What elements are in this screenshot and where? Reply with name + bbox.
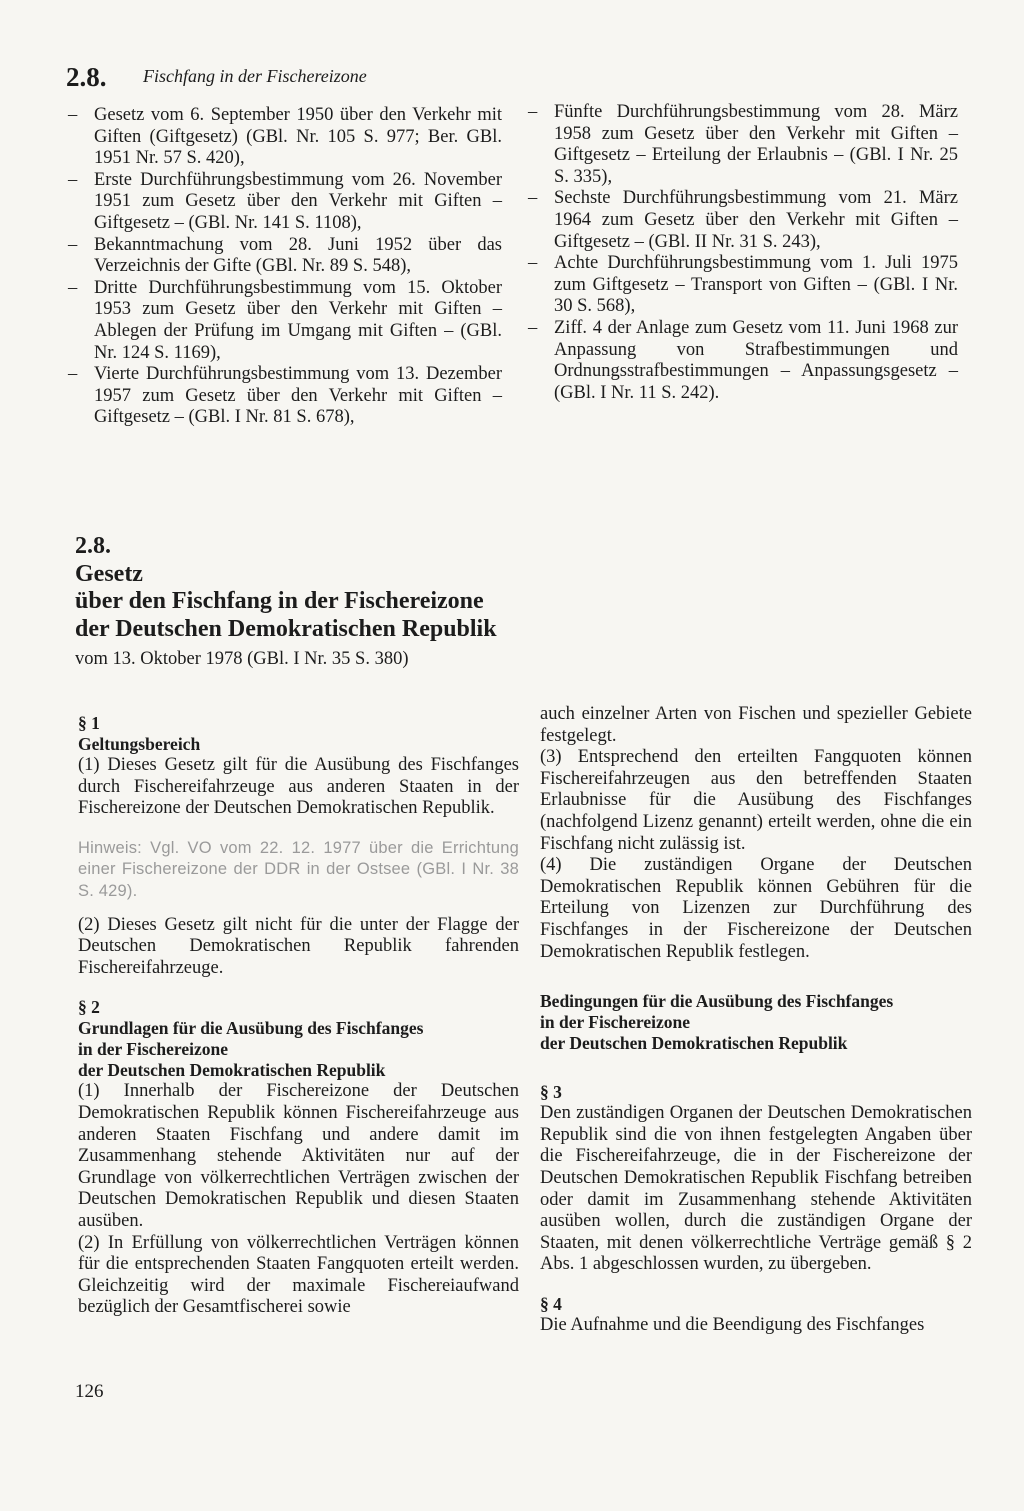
reference-item — [66, 364, 502, 429]
reference-text: Ziff. 4 der Anlage zum Gesetz vom 11. Juni 1968 zur Anpassung von Strafbestimmungen und Ordnungsstrafbestimmungen – Anpassungsgesetz – (GBl. I Nr. 11 S. 242). — [554, 317, 958, 403]
reference-text: Gesetz vom 6. September 1950 über den Verkehr mit Giften (Giftgesetz) (GBl. Nr. 105 S. 977; Ber. GBl. 1951 Nr. 57 S. 420), — [94, 105, 502, 169]
references-left-column — [66, 105, 502, 429]
section-2-paragraph-1: (1) Innerhalb der Fischereizone der Deutschen Demokratischen Republik können Fischereifahrzeuge aus anderen Staaten Fischfang und andere damit im Zusammenhang stehende Aktivitäten nur auf der Grundlage von völkerrechtlichen Verträgen zwischen der Deutschen Demokratischen Republik und diesen Staaten ausüben. — [78, 1081, 519, 1231]
law-title-line: über den Fischfang in der Fischereizone — [75, 588, 484, 614]
body-right-column — [540, 704, 972, 1336]
reference-item — [66, 105, 502, 170]
dash-bullet: – — [528, 188, 538, 209]
law-title — [75, 533, 535, 643]
reference-text: Dritte Durchführungsbestimmung vom 15. Oktober 1953 zum Gesetz über den Verkehr mit Giften – Ablegen der Prüfung im Umgang mit Giften – (GBl. Nr. 124 S. 1169), — [94, 277, 502, 363]
reference-text: Bekanntmachung vom 28. Juni 1952 über das Verzeichnis der Gifte (GBl. Nr. 89 S. 548), — [94, 234, 502, 277]
dash-bullet: – — [68, 364, 78, 385]
section-2-sign: § 2 — [78, 997, 100, 1018]
dash-bullet: – — [528, 102, 538, 122]
reference-item — [66, 278, 502, 364]
reference-text: Fünfte Durchführungsbestimmung vom 28. März 1958 zum Gesetz über den Verkehr mit Giften – Giftgesetz – Erteilung der Erlaubnis – (GBl. I Nr. 25 S. 335), — [554, 102, 958, 187]
dash-bullet: – — [68, 277, 78, 298]
section-1-paragraph-2: (2) Dieses Gesetz gilt nicht für die unter der Flagge der Deutschen Demokratischen Republik fahrenden Fischereifahrzeuge. — [78, 914, 519, 978]
section-3-sign: § 3 — [540, 1082, 562, 1103]
conditions-heading: der Deutschen Demokratischen Republik — [540, 1033, 848, 1054]
law-date: vom 13. Oktober 1978 (GBl. I Nr. 35 S. 380) — [75, 649, 409, 669]
reference-item — [66, 170, 502, 235]
section-2-paragraph-2-continued: auch einzelner Arten von Fischen und spezieller Gebiete festgelegt. — [540, 704, 972, 746]
reference-text: Vierte Durchführungsbestimmung vom 13. Dezember 1957 zum Gesetz über den Verkehr mit Giften – Giftgesetz – (GBl. I Nr. 81 S. 678), — [94, 364, 502, 428]
reference-text: Achte Durchführungsbestimmung vom 1. Juli 1975 zum Giftgesetz – Transport von Giften – (GBl. I Nr. 30 S. 568), — [554, 253, 958, 317]
section-1-heading: Geltungsbereich — [78, 734, 201, 754]
reference-item — [526, 102, 958, 188]
reference-item — [526, 253, 958, 318]
law-title-line: Gesetz — [75, 560, 143, 587]
reference-item — [526, 318, 958, 404]
references-right-column — [526, 102, 958, 404]
reference-item — [66, 235, 502, 278]
section-1-sign: § 1 — [78, 713, 100, 733]
section-2-paragraph-4: (4) Die zuständigen Organe der Deutschen Demokratischen Republik können Gebühren für die Erteilung von Lizenzen zur Durchführung des Fischfanges in der Fischereizone der Deutschen Demokratischen Republik festlegen. — [540, 855, 972, 962]
section-2-heading: Grundlagen für die Ausübung des Fischfanges — [78, 1018, 424, 1039]
section-2-heading: in der Fischereizone — [78, 1039, 229, 1060]
reference-text: Sechste Durchführungsbestimmung vom 21. März 1964 zum Gesetz über den Verkehr mit Giften – Giftgesetz – (GBl. II Nr. 31 S. 243), — [554, 188, 958, 252]
body-left-column — [78, 713, 519, 1319]
section-1-hint: Hinweis: Vgl. VO vom 22. 12. 1977 über die Errichtung einer Fischereizone der DDR in der Ostsee (GBl. I Nr. 38 S. 429). — [78, 838, 519, 900]
section-4-text: Die Aufnahme und die Beendigung des Fischfanges — [540, 1314, 925, 1335]
dash-bullet: – — [528, 253, 538, 274]
reference-item — [526, 188, 958, 253]
law-title-line: der Deutschen Demokratischen Republik — [75, 615, 497, 642]
section-1-paragraph-1: (1) Dieses Gesetz gilt für die Ausübung des Fischfanges durch Fischereifahrzeuge aus anderen Staaten in der Fischereizone der Deutschen Demokratischen Republik. — [78, 755, 519, 819]
conditions-heading: in der Fischereizone — [540, 1012, 691, 1033]
page-number: 126 — [75, 1381, 104, 1402]
section-2-paragraph-2: (2) In Erfüllung von völkerrechtlichen Verträgen können für die entsprechenden Staaten Fangquoten erteilt werden. Gleichzeitig wird der maximale Fischereiaufwand bezüglich der Gesamtfischerei sowie — [78, 1232, 519, 1318]
running-header-number: 2.8. — [66, 62, 107, 92]
conditions-heading: Bedingungen für die Ausübung des Fischfanges — [540, 991, 894, 1012]
running-header-title: Fischfang in der Fischereizone — [143, 66, 367, 86]
section-2-heading: der Deutschen Demokratischen Republik — [78, 1060, 386, 1081]
reference-text: Erste Durchführungsbestimmung vom 26. November 1951 zum Gesetz über den Verkehr mit Giften – Giftgesetz – (GBl. Nr. 141 S. 1108), — [94, 169, 502, 233]
dash-bullet: – — [68, 169, 78, 190]
section-2-paragraph-3: (3) Entsprechend den erteilten Fangquoten können Fischereifahrzeugen aus den betreffenden Staaten Erlaubnisse für die Ausübung des Fischfanges (nachfolgend Lizenz genannt) erteilt werden, ohne die ein Fischfang nicht zulässig ist. — [540, 747, 972, 854]
section-3-text: Den zuständigen Organen der Deutschen Demokratischen Republik sind die von ihnen festgelegten Angaben über die Fischereifahrzeuge, die in der Fischereizone der Deutschen Demokratischen Republik Fischfang betreiben oder damit im Zusammenhang stehende Aktivitäten ausüben wollen, durch die zuständigen Organe der Staaten, mit denen völkerrechtliche Verträge gemäß § 2 Abs. 1 abgeschlossen wurden, zu übergeben. — [540, 1103, 972, 1275]
dash-bullet: – — [528, 317, 538, 338]
dash-bullet: – — [68, 234, 78, 255]
section-4-sign: § 4 — [540, 1293, 562, 1314]
dash-bullet: – — [68, 105, 78, 125]
law-number: 2.8. — [75, 533, 111, 559]
